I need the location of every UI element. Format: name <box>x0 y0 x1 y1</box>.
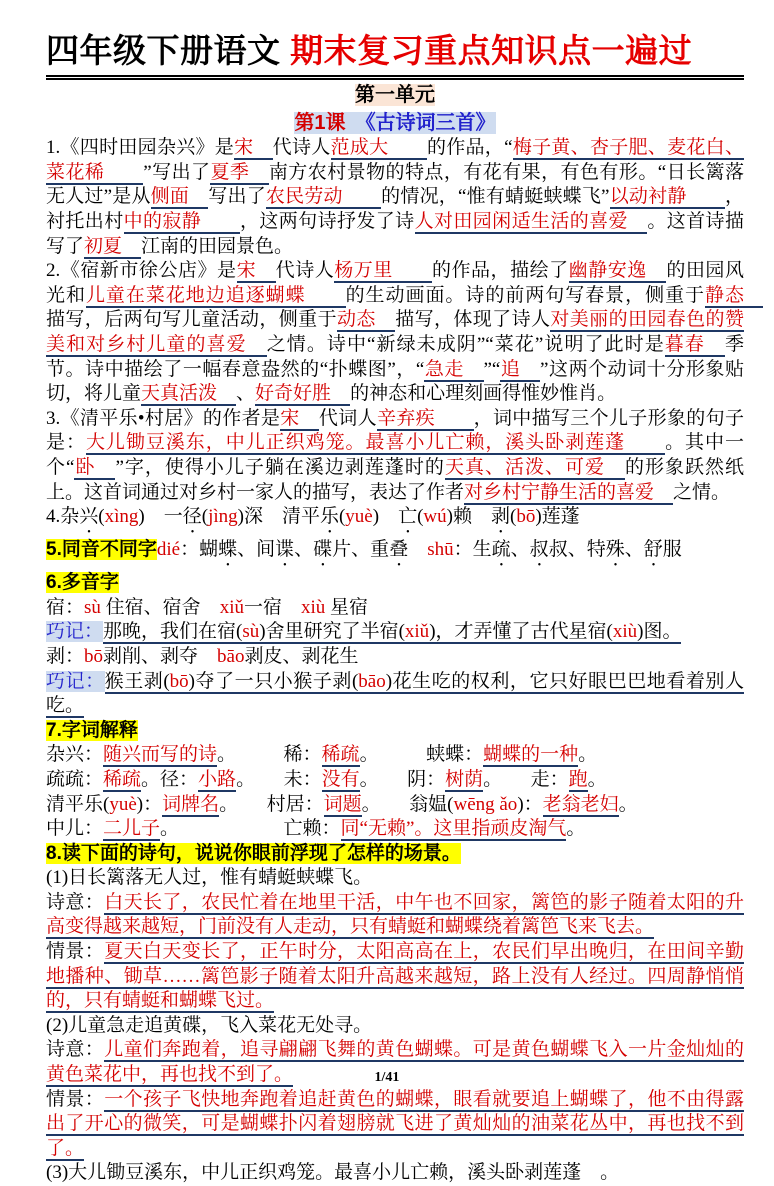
verse-1-meaning <box>46 891 744 940</box>
text-run: 舒 <box>643 539 663 561</box>
text-run: 剥： <box>46 645 85 667</box>
text-run: ”字，使得小儿子躺在溪边剥莲蓬时的 <box>115 456 445 478</box>
item-8-heading <box>46 842 744 867</box>
text-run: 。 <box>587 768 607 790</box>
text-run: 蝴蝶的一种 <box>483 744 579 766</box>
text-run: 中的寂静 <box>123 211 240 233</box>
text-run: 3.《清平乐•村居》的作者是 <box>46 407 281 429</box>
text-run: (3)大儿锄豆溪东，中儿正织鸡笼。最喜小儿亡赖，溪头卧剥莲蓬 。 <box>46 1162 620 1184</box>
text-run: 农民劳动 <box>265 186 382 208</box>
text-run: yuè <box>345 506 373 528</box>
title-subject: 期末复习重点知识点一遍过 <box>290 32 693 69</box>
text-run: )夺了一只小猴子剥( <box>188 670 359 692</box>
text-run: 幽静安逸 <box>568 260 667 282</box>
text-run: 的神态和心理刻画得惟妙惟肖。 <box>350 383 617 405</box>
item-2 <box>46 259 763 407</box>
text-run: 的情况，“惟有蜻蜓蛱蝶飞” <box>381 186 610 208</box>
text-run: 随兴而写的诗 <box>103 744 218 766</box>
mnemonic-bo <box>46 670 744 719</box>
text-run: 宋 <box>280 407 319 429</box>
text-run: ，词中描写三个儿子形象的句子是： <box>46 407 744 454</box>
text-run: 暮春 <box>664 334 725 355</box>
text-run: 巧记： <box>46 621 104 643</box>
text-run: 儿童们奔跑着，追寻翩翩飞舞的黄色蝴蝶。可是黄色蝴蝶飞入一片金灿灿的黄色菜花中，再也找不到了。 <box>46 1039 744 1086</box>
text-run: ( <box>98 506 105 528</box>
text-run: bō <box>169 670 189 692</box>
text-run: 范成大 <box>330 137 427 159</box>
text-run: 第1课 <box>294 112 346 135</box>
text-run: ，这两句诗抒发了诗 <box>239 211 415 233</box>
text-run: 情景： <box>46 1088 105 1110</box>
text-run: 亡 <box>398 506 418 528</box>
text-run: 宿： <box>46 596 85 618</box>
text-run: 巧记： <box>46 670 105 692</box>
text-run: 。 <box>578 744 598 766</box>
unit-heading <box>46 83 744 108</box>
definitions-row-3 <box>46 793 744 818</box>
text-run: )： <box>517 793 543 815</box>
text-run: bō <box>84 645 104 667</box>
text-run: xìng <box>104 506 139 528</box>
text-run: 没有 <box>321 768 360 790</box>
verse-2 <box>46 1014 744 1039</box>
text-run: )花生吃的权利，它只好眼巴巴地看着别人吃。 <box>46 670 744 717</box>
text-run: 描写，体现了诗人 <box>395 309 551 331</box>
polyphone-bo <box>46 645 744 670</box>
text-run: 急走 <box>424 358 484 380</box>
verse-2-scene <box>46 1088 744 1162</box>
text-run: 、间 <box>237 539 276 561</box>
text-run: dié <box>156 539 181 561</box>
text-run: 谍 <box>275 539 295 561</box>
text-run: xiù <box>300 596 326 618</box>
text-run: 辛弃疾 <box>376 407 474 429</box>
text-run: 夏天白天变长了，正午时分，太阳高高在上，农民们早出晚归，在田间辛勤地播种、锄草……篱笆影子随着太阳升高越来越短，路上没有人经过。四周静悄悄的，只有蜻蜓和蝴蝶飞过。 <box>46 941 744 1012</box>
text-run: 中儿： <box>46 818 104 840</box>
text-run: 天真、活泼、可爱 <box>444 456 625 478</box>
text-run: 服 <box>662 539 682 561</box>
text-run: 。 <box>618 793 638 815</box>
text-run: 的作品，描绘了 <box>431 260 569 282</box>
item-5-homophones <box>46 538 744 571</box>
text-run: shū <box>427 539 454 561</box>
text-run: bāo <box>358 670 386 692</box>
text-run: 剥削、剥夺 <box>103 645 218 667</box>
text-run: 。 稀： <box>217 744 322 766</box>
text-run: )深 清平 <box>237 506 320 528</box>
text-run: 星宿 <box>325 596 369 618</box>
text-run: ：生 <box>453 539 492 561</box>
text-run: 宋 <box>236 260 276 282</box>
text-run: 初夏 <box>84 235 142 257</box>
text-run: 。 蛱蝶： <box>359 744 484 766</box>
verse-1 <box>46 866 744 891</box>
text-run: 住宿、宿舍 <box>100 596 220 618</box>
text-run: ( <box>417 506 424 528</box>
text-run: ”写出了 <box>143 161 211 183</box>
text-run: 儿童在菜花地边追逐蝴蝶 <box>85 284 346 306</box>
item-4-pinyin <box>46 505 744 538</box>
text-run: 的田园风光和 <box>46 260 744 306</box>
text-run: 代词人 <box>318 407 377 429</box>
text-run: 的作品，“ <box>426 137 513 159</box>
text-run: (2)儿童急走追黄碟，飞入菜花无处寻。 <box>46 1014 373 1036</box>
text-run: 2.《宿新市徐公店》是 <box>46 260 237 282</box>
definitions-row-4 <box>46 817 744 842</box>
text-run: 。径： <box>141 768 199 790</box>
text-run: 小路 <box>198 768 237 790</box>
text-run: 4.杂 <box>46 506 80 528</box>
text-run: 对乡村宁静生活的喜爱 <box>464 481 674 503</box>
text-run: ，衬托出村 <box>46 186 744 233</box>
text-run: )，才弄懂了古代星宿( <box>429 621 613 643</box>
text-run: bō <box>516 506 536 528</box>
text-run: 诗意： <box>46 1039 105 1061</box>
text-run: 同“无赖”。这里指顽皮淘气 <box>340 818 567 840</box>
text-run: 、 <box>510 539 530 561</box>
mnemonic-su <box>46 620 744 645</box>
text-run: 1.《四时田园杂兴》是 <box>46 137 235 159</box>
item-1 <box>46 136 744 259</box>
text-run: 第一单元 <box>355 84 435 107</box>
text-run: 写出了 <box>208 186 266 208</box>
text-run: 、 <box>294 539 314 561</box>
text-run: 7.字词解释 <box>46 719 138 741</box>
text-run: 老翁老妇 <box>542 793 619 815</box>
text-run: 杂兴： <box>46 744 104 766</box>
text-run: 侧面 <box>150 186 209 208</box>
text-run: 静态 <box>705 284 763 306</box>
text-run: 对美丽的田园春色的赞美和对乡村儿童的喜爱 <box>46 309 744 355</box>
text-run: bāo <box>217 645 245 667</box>
text-run: 。 走： <box>483 768 569 790</box>
text-run: 。其中一个“ <box>46 432 744 478</box>
text-run: 人对田园闲适生活的喜爱 <box>414 211 648 233</box>
text-run: ( <box>338 506 346 528</box>
text-run: 天真活泼 <box>141 383 237 405</box>
text-run: 。 亡赖： <box>160 818 341 840</box>
text-run: 叔、特 <box>548 539 606 561</box>
text-run: 大儿锄豆溪东，中儿正织鸡笼。最喜小儿亡赖，溪头卧剥莲蓬 <box>85 432 666 454</box>
text-run: 代诗人 <box>272 137 331 159</box>
text-run: ) <box>372 506 399 528</box>
text-run: 词牌名 <box>162 793 220 815</box>
text-run: ( <box>509 506 517 528</box>
verse-1-scene <box>46 940 744 1014</box>
text-run: 以动衬静 <box>609 186 725 208</box>
text-run: 剥 <box>490 506 510 528</box>
text-run <box>408 539 427 560</box>
text-run: wēng ǎo <box>453 793 518 815</box>
text-run: wú <box>423 506 447 528</box>
text-run: 稀疏 <box>103 768 142 790</box>
text-run: 一个孩子飞快地奔跑着追赶黄色的蝴蝶，眼看就要追上蝴蝶了，他不由得露出了开心的微笑，可是蝴蝶扑闪着翅膀就飞进了黄灿灿的油菜花丛中，再也找不到了。 <box>46 1088 744 1159</box>
document-title <box>46 30 744 80</box>
item-6-heading <box>46 571 744 596</box>
definitions-row-1 <box>46 743 744 768</box>
text-run: ”“ <box>483 358 501 380</box>
text-run: 二儿子 <box>103 818 161 840</box>
text-run: 的形象跃然纸上。这首词通过对乡村一家人的描写，表达了作者 <box>46 456 744 503</box>
verse-3 <box>46 1161 744 1186</box>
text-run <box>346 112 366 134</box>
text-run: 8.读下面的诗句，说说你眼前浮现了怎样的场景。 <box>46 842 461 864</box>
text-run: 跑 <box>568 768 588 790</box>
text-run: 描写，后两句写儿童活动，侧重于 <box>46 309 337 331</box>
page-number: 1/41 <box>374 1070 400 1085</box>
definitions-row-2 <box>46 768 744 793</box>
text-run: 碟 <box>313 539 333 561</box>
text-run: 追 <box>500 358 541 380</box>
text-run: 清平乐( <box>46 793 110 815</box>
title-course: 四年级下册语文 <box>46 32 291 69</box>
text-run: 词题 <box>323 793 362 815</box>
text-run: 好奇好胜 <box>255 383 351 405</box>
text-run: 。 阴： <box>359 768 446 790</box>
polyphone-su <box>46 596 744 621</box>
text-run: 季节。诗中描绘了一幅春意盎然的“扑蝶图”，“ <box>46 334 744 380</box>
text-run: 疏疏： <box>46 768 104 790</box>
text-run: 剥皮、剥花生 <box>244 645 359 667</box>
text-run: xiù <box>612 621 638 643</box>
text-run: 之情。 <box>673 481 731 503</box>
text-run: 江南的田园景色。 <box>141 235 294 257</box>
text-run: ( <box>201 506 209 528</box>
text-run: 代诗人 <box>275 260 335 282</box>
text-run: jìng <box>208 506 238 528</box>
text-run: 。这首诗描写了 <box>46 211 744 257</box>
text-run: ”这两个动词十分形象贴切，将儿童 <box>46 358 744 405</box>
text-run: 叠 <box>389 539 409 561</box>
text-run: 情景： <box>46 941 105 963</box>
text-run: 。 村居： <box>219 793 324 815</box>
text-run: 疏 <box>491 539 511 561</box>
text-run: 的生动画面。诗的前两句写春景，侧重于 <box>345 284 706 306</box>
text-run: 、 <box>624 539 644 561</box>
text-run: 稀疏 <box>321 744 360 766</box>
text-run: )舍里研究了半宿( <box>259 621 405 643</box>
text-run: 蝶 <box>218 539 238 561</box>
text-run: 殊 <box>605 539 625 561</box>
lesson-heading <box>46 111 744 136</box>
text-run: 猴王剥( <box>104 670 170 692</box>
text-run: ) 一 <box>138 506 183 528</box>
text-run: )莲蓬 <box>535 506 580 528</box>
text-run: 梅子黄、杏子肥、麦花白、菜花稀 <box>46 137 744 183</box>
text-run: 那晚，我们在宿( <box>103 621 243 643</box>
text-run: 白天长了，农民忙着在地里干活，中午也不回家，篱笆的影子随着太阳的升高变得越来越短，门前没有人走动，只有蜻蜓和蝴蝶绕着篱笆飞来飞去。 <box>46 891 744 938</box>
text-run: 径 <box>182 506 202 528</box>
text-run: )： <box>136 793 163 815</box>
text-run: 树荫 <box>445 768 484 790</box>
text-run: 卧 <box>74 456 116 478</box>
text-run: (1)日长篱落无人过，惟有蜻蜓蛱蝶飞。 <box>46 867 373 889</box>
text-run: 片、重 <box>332 539 390 561</box>
text-run: 。 未： <box>236 768 322 790</box>
text-run: 兴 <box>79 506 99 528</box>
text-run: 、 <box>236 383 256 405</box>
text-run: 《古诗词三首》 <box>365 112 496 135</box>
text-run: 6.多音字 <box>46 572 119 594</box>
content <box>46 83 763 1186</box>
text-run: xiǔ <box>404 621 430 643</box>
text-run: 杨万里 <box>334 260 432 282</box>
item-7-heading <box>46 719 744 744</box>
text-run: 5.同音不同字 <box>46 539 157 561</box>
text-run: sù <box>242 621 260 643</box>
text-run: sù <box>84 596 101 618</box>
text-run: 诗意： <box>46 891 105 913</box>
text-run: xiǔ <box>219 596 244 618</box>
text-run: 。 <box>566 818 586 840</box>
text-run: )赖 <box>446 506 491 528</box>
text-run: 乐 <box>319 506 339 528</box>
text-run: )图。 <box>637 621 682 643</box>
text-run: yuè <box>109 793 137 815</box>
text-run: 南方农村景物的特点，有花有果，有色有形。“日长篱落无人过”是从 <box>46 161 744 208</box>
text-run: 夏季 <box>210 161 269 183</box>
text-run: ：蝴 <box>180 539 219 561</box>
text-run: 一宿 <box>243 596 301 618</box>
text-run: 。 翁媪( <box>361 793 454 815</box>
text-run: 动态 <box>336 309 396 331</box>
text-run: 之情。诗中“新绿未成阴”“菜花”说明了此时是 <box>266 334 665 355</box>
item-3 <box>46 407 744 505</box>
text-run: 叔 <box>529 539 549 561</box>
text-run: 宋 <box>234 137 273 159</box>
